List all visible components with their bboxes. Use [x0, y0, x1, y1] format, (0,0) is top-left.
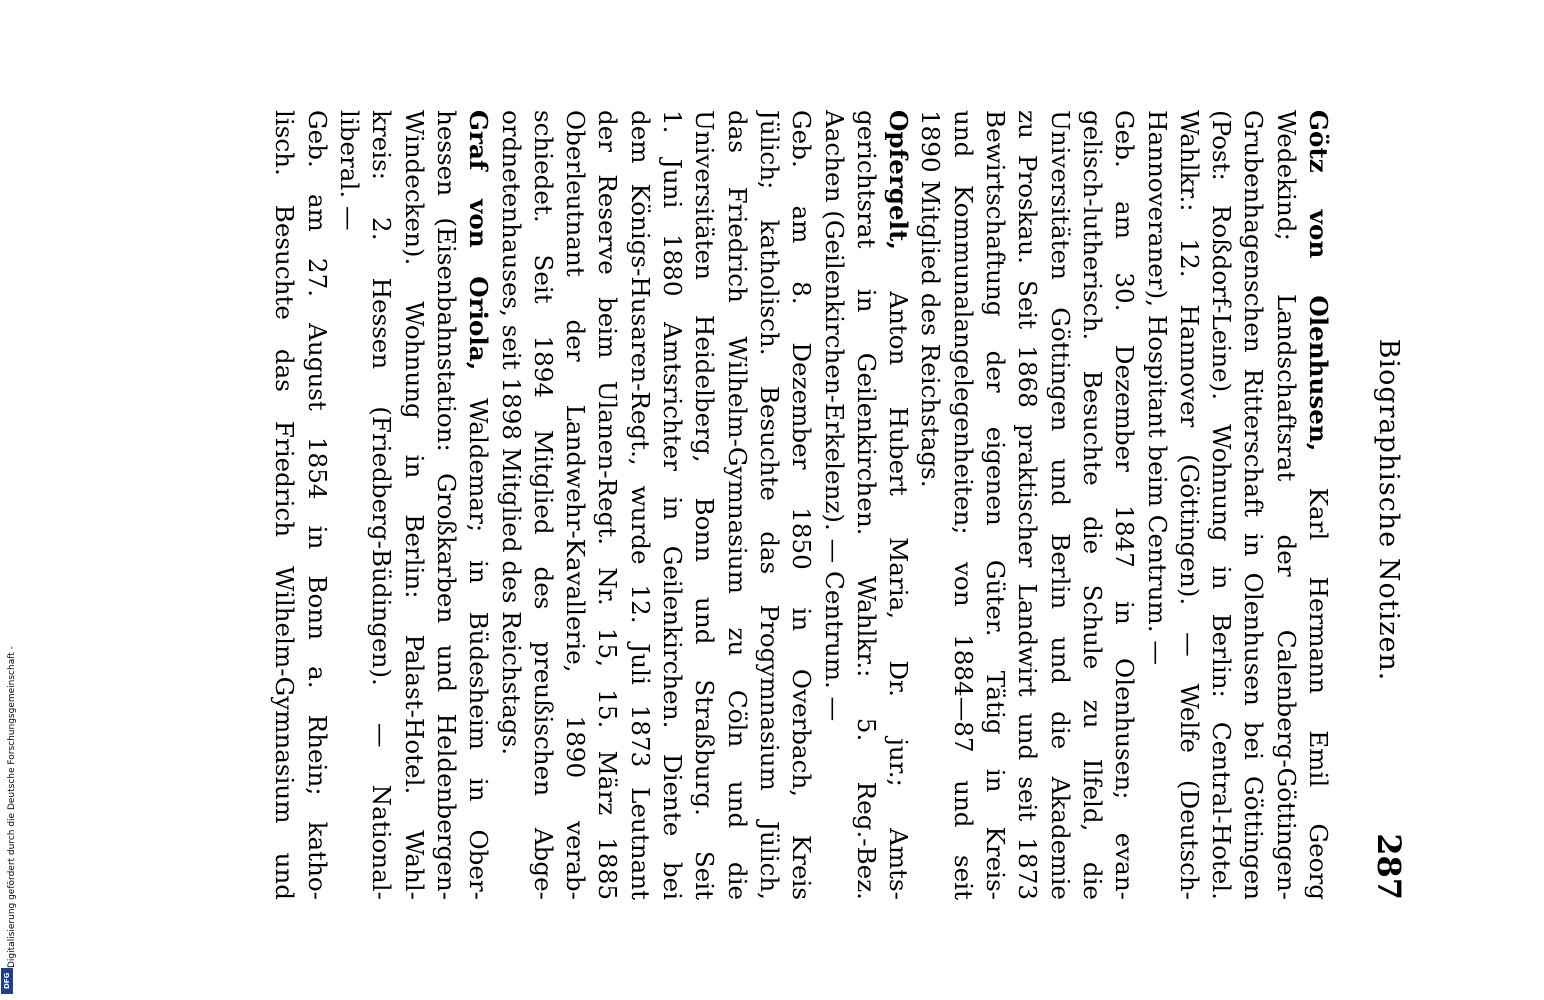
running-title: Biographische Notizen.	[1373, 338, 1404, 682]
dfg-logo: DFG	[1, 968, 13, 994]
text-line: Graf von Oriola, Waldemar; in Büdesheim in Ober-	[464, 110, 494, 900]
entry-name: Opfergelt,	[884, 110, 914, 250]
entry-name: Götz von Olenhusen,	[1304, 110, 1333, 452]
text-line: (Post: Roßdorf-Leine). Wohnung in Berlin: Central-Hotel.	[1207, 110, 1237, 900]
text-line: Opfergelt, Anton Hubert Maria, Dr. jur.; Amts-	[884, 110, 914, 900]
text-line: Aachen (Geilenkirchen-Erkelenz). — Centrum. —	[819, 110, 849, 722]
text-line: Götz von Olenhusen, Karl Hermann Emil Georg	[1304, 110, 1333, 900]
text-line: Oberleutnant der Landwehr-Kavallerie, 1890 verab-	[561, 110, 591, 900]
text-line: hessen (Eisenbahnstation: Großkarben und Heldenbergen-	[431, 110, 461, 900]
text-line: gerichtsrat in Geilenkirchen. Wahlkr.: 5. Reg.-Bez.	[851, 110, 881, 900]
text-line: ordnetenhauses, seit 1898 Mitglied des Reichstags.	[496, 110, 526, 756]
text-line: das Friedrich Wilhelm-Gymnasium zu Cöln und die	[722, 110, 752, 900]
text-line: dem Königs-Husaren-Regt., wurde 12. Juli 1873 Leutnant	[625, 110, 655, 900]
text-line: Hannoveraner), Hospitant beim Centrum. —	[1142, 110, 1172, 665]
text-line: kreis: 2. Hessen (Friedberg-Büdingen). — National-	[367, 110, 397, 900]
text-line: 1890 Mitglied des Reichstags.	[916, 110, 946, 488]
text-line: Wedekind; Landschaftsrat der Calenberg-Göttingen-	[1271, 110, 1301, 900]
text-line: 1. Juni 1880 Amtsrichter in Geilenkirchen. Diente bei	[658, 110, 688, 900]
entry-name: Graf von Oriola,	[464, 110, 494, 371]
text-line: Jülich; katholisch. Besuchte das Progymnasium Jülich,	[754, 110, 784, 900]
text-line: der Reserve beim Ulanen-Regt. Nr. 15, 15. März 1885	[593, 110, 623, 900]
text-line: Geb. am 27. August 1854 in Bonn a. Rhein; katho-	[302, 110, 332, 900]
text-line: liberal. —	[335, 110, 365, 231]
text-line: zu Proskau. Seit 1868 praktischer Landwirt und seit 1873	[1013, 110, 1043, 900]
text-line: Geb. am 8. Dezember 1850 in Overbach, Kreis	[787, 110, 817, 900]
text-line: Bewirtschaftung der eigenen Güter. Tätig in Kreis-	[981, 110, 1011, 900]
text-line: Universitäten Heidelberg, Bonn und Straßburg. Seit	[690, 110, 720, 900]
text-line: Universitäten Göttingen und Berlin und die Akademie	[1045, 110, 1075, 900]
text-line: schiedet. Seit 1894 Mitglied des preußischen Abge-	[528, 110, 558, 900]
page-header	[1364, 130, 1408, 900]
page-body-text	[268, 110, 1334, 900]
page-number: 287	[1370, 833, 1408, 900]
text-line: Wahlkr.: 12. Hannover (Göttingen). — Welfe (Deutsch-	[1174, 110, 1204, 900]
text-line: Windecken). Wohnung in Berlin: Palast-Hotel. Wahl-	[399, 110, 429, 900]
text-line: und Kommunalangelegenheiten; von 1884—87 und seit	[948, 110, 978, 900]
text-line: Grubenhagenschen Ritterschaft in Olenhusen bei Göttingen	[1239, 110, 1269, 900]
text-line: gelisch-lutherisch. Besuchte die Schule zu Ilfeld, die	[1077, 110, 1107, 900]
text-line: Geb. am 30. Dezember 1847 in Olenhusen; evan-	[1110, 110, 1140, 900]
digitization-credit-text: Digitalisierung gefördert durch die Deutsche Forschungsgemeinschaft -	[7, 646, 17, 968]
text-line: lisch. Besuchte das Friedrich Wilhelm-Gymnasium und	[270, 110, 300, 900]
